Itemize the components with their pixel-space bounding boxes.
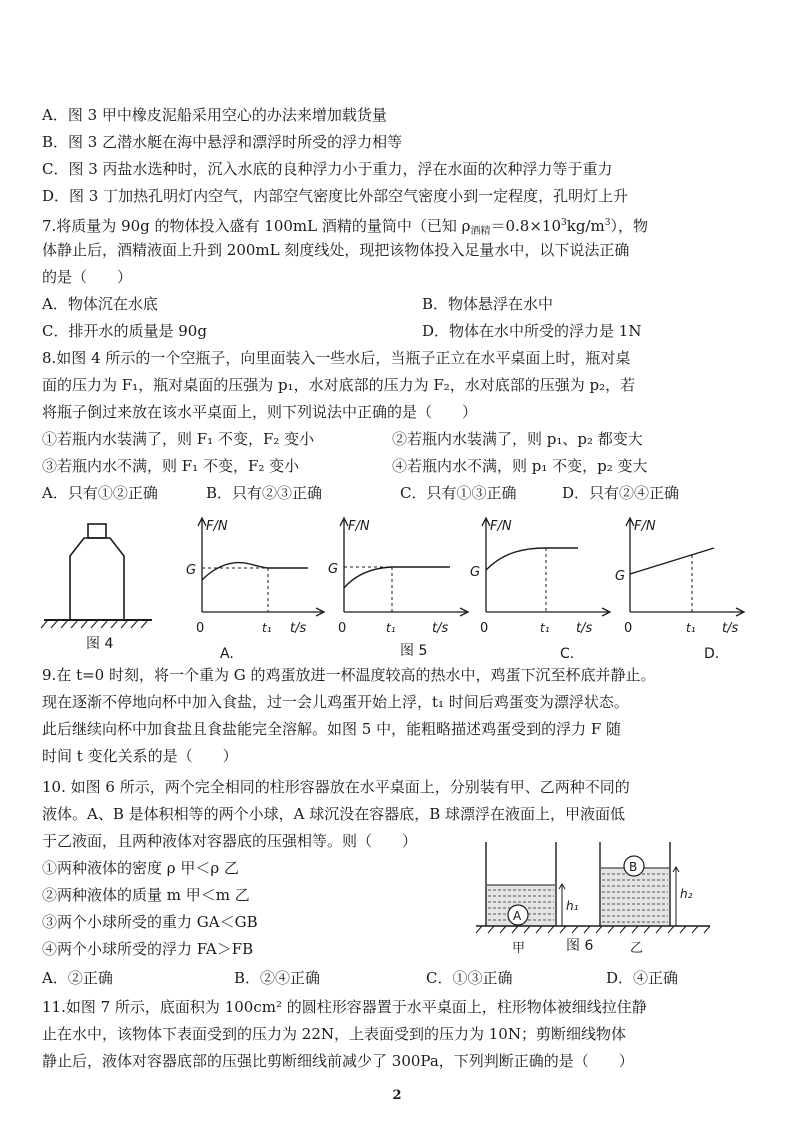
q11-stem-line3: 静止后，液体对容器底部的压强比剪断细线前减少了 300Pa，下列判断正确的是（ ） (42, 1052, 634, 1070)
figure-4-bottle (41, 524, 152, 652)
q10-statement-4: ④两个小球所受的浮力 FA＞FB (42, 940, 254, 958)
q8-option-a: A．只有①②正确 (42, 484, 158, 502)
graph-b-g-label: G (328, 562, 339, 577)
graph-a-g-label: G (186, 563, 197, 578)
page-number: 2 (392, 1088, 402, 1103)
q10-statement-2: ②两种液体的质量 m 甲＜m 乙 (42, 886, 250, 904)
q9-stem-line1: 9.在 t=0 时刻，将一个重为 G 的鸡蛋放进一杯温度较高的热水中，鸡蛋下沉至杯底并静止。 (42, 666, 656, 684)
jia-label: 甲 (512, 941, 526, 956)
q9-stem-line3: 此后继续向杯中加食盐且食盐能完全溶解。如图 5 中，能粗略描述鸡蛋受到的浮力 F 随 (42, 720, 622, 738)
graph-b-ylabel: F/N (348, 519, 370, 534)
q8-stem-line1: 8.如图 4 所示的一个空瓶子，向里面装入一些水后，当瓶子正立在水平桌面上时，瓶对桌 (42, 349, 631, 367)
q10-option-c: C．①③正确 (426, 969, 513, 987)
q10-stem-line3: 于乙液面，且两种液体对容器底的压强相等。则（ ） (42, 832, 418, 850)
graph-b-xlabel: t/s (432, 621, 449, 636)
graph-b (328, 518, 468, 636)
ball-a-label: A (513, 909, 522, 923)
q10-option-a: A．②正确 (42, 969, 113, 987)
q7-option-c: C．排开水的质量是 90g (42, 322, 207, 340)
q8-stem-line2: 面的压力为 F₁，瓶对桌面的压强为 p₁，水对底部的压力为 F₂，水对底部的压强为 p₂，若 (42, 376, 636, 394)
graph-a-option: A. (220, 646, 234, 662)
q8-stem-line3: 将瓶子倒过来放在该水平桌面上，则下列说法中正确的是（ ） (42, 403, 478, 421)
graph-b-t1: t₁ (386, 621, 396, 635)
graph-d (615, 518, 744, 662)
graph-d-xlabel: t/s (722, 621, 739, 636)
graph-d-t1: t₁ (686, 621, 696, 635)
q8-option-c: C．只有①③正确 (400, 484, 517, 502)
graph-b-origin: 0 (338, 621, 347, 636)
ball-b-label: B (629, 860, 638, 874)
q8-statement-3: ③若瓶内水不满，则 F₁ 不变，F₂ 变小 (42, 457, 300, 475)
q8-statement-1: ①若瓶内水装满了，则 F₁ 不变，F₂ 变小 (42, 430, 315, 448)
graph-c-option: C. (560, 646, 575, 662)
figure-6 (470, 836, 720, 966)
q6-option-d: D．图 3 丁加热孔明灯内空气，内部空气密度比外部空气密度小到一定程度，孔明灯上升 (42, 187, 629, 205)
q7-stem-line1: 7.将质量为 90g 的物体投入盛有 100mL 酒精的量筒中（已知 $\rho_{酒精}=0.8\times 10^3kg/m^3$），物 (42, 217, 648, 237)
graph-d-g-label: G (615, 569, 626, 584)
q7-stem-line3: 的是（ ） (42, 268, 133, 286)
q10-option-d: D．④正确 (606, 969, 679, 987)
q8-statement-2: ②若瓶内水装满了，则 p₁、p₂ 都变大 (392, 430, 643, 448)
q11-stem-line2: 止在水中，该物体下表面受到的压力为 22N，上表面受到的压力为 10N；剪断细线物体 (42, 1025, 626, 1043)
graph-c-ylabel: F/N (490, 519, 512, 534)
graph-a-xlabel: t/s (290, 621, 307, 636)
figure-6-caption: 图 6 (566, 938, 594, 954)
q8-statement-4: ④若瓶内水不满，则 p₁ 不变，p₂ 变大 (392, 457, 648, 475)
q7-option-a: A．物体沉在水底 (42, 295, 158, 313)
q7-stem-line2: 体静止后，酒精液面上升到 200mL 刻度线处，现把该物体投入足量水中，以下说法正确 (42, 241, 630, 259)
q6-option-b: B．图 3 乙潜水艇在海中悬浮和漂浮时所受的浮力相等 (42, 133, 403, 151)
graph-a (186, 518, 324, 662)
q10-statement-1: ①两种液体的密度 ρ 甲＜ρ 乙 (42, 859, 239, 877)
q7-option-b: B．物体悬浮在水中 (422, 295, 554, 313)
graph-c (470, 518, 610, 662)
q6-option-a: A．图 3 甲中橡皮泥船采用空心的办法来增加载货量 (42, 106, 387, 124)
q11-stem-line1: 11.如图 7 所示，底面积为 100cm² 的圆柱形容器置于水平桌面上，柱形物体被细线拉住静 (42, 998, 647, 1016)
q8-option-b: B．只有②③正确 (206, 484, 323, 502)
graph-a-t1: t₁ (262, 621, 272, 635)
q10-stem-line1: 10. 如图 6 所示，两个完全相同的柱形容器放在水平桌面上，分别装有甲、乙两种不同的 (42, 778, 630, 796)
figure-4-5 (30, 512, 760, 664)
graph-c-t1: t₁ (540, 621, 550, 635)
yi-label: 乙 (630, 941, 644, 956)
container-yi (600, 842, 693, 956)
graph-d-ylabel: F/N (634, 519, 656, 534)
q9-stem-line4: 时间 t 变化关系的是（ ） (42, 747, 238, 765)
graph-d-origin: 0 (624, 621, 633, 636)
q10-option-b: B．②④正确 (234, 969, 321, 987)
figure-4-caption: 图 4 (86, 636, 114, 652)
h1-label: h₁ (566, 899, 579, 913)
q10-stem-line2: 液体。A、B 是体积相等的两个小球，A 球沉没在容器底，B 球漂浮在液面上，甲液面低 (42, 805, 626, 823)
graph-a-ylabel: F/N (206, 519, 228, 534)
container-jia (486, 842, 579, 956)
h2-label: h₂ (680, 887, 693, 901)
q7-option-d: D．物体在水中所受的浮力是 1N (422, 322, 642, 340)
graph-c-xlabel: t/s (576, 621, 593, 636)
graph-c-g-label: G (470, 565, 481, 580)
figure-5-caption: 图 5 (400, 643, 428, 659)
q9-stem-line2: 现在逐渐不停地向杯中加入食盐，过一会儿鸡蛋开始上浮，t₁ 时间后鸡蛋变为漂浮状态。 (42, 693, 629, 711)
graph-a-origin: 0 (196, 621, 205, 636)
q8-option-d: D．只有②④正确 (562, 484, 680, 502)
q6-option-c: C．图 3 丙盐水选种时，沉入水底的良种浮力小于重力，浮在水面的次种浮力等于重力 (42, 160, 613, 178)
q10-statement-3: ③两个小球所受的重力 GA＜GB (42, 913, 258, 931)
graph-c-origin: 0 (480, 621, 489, 636)
graph-d-option: D. (704, 646, 720, 662)
